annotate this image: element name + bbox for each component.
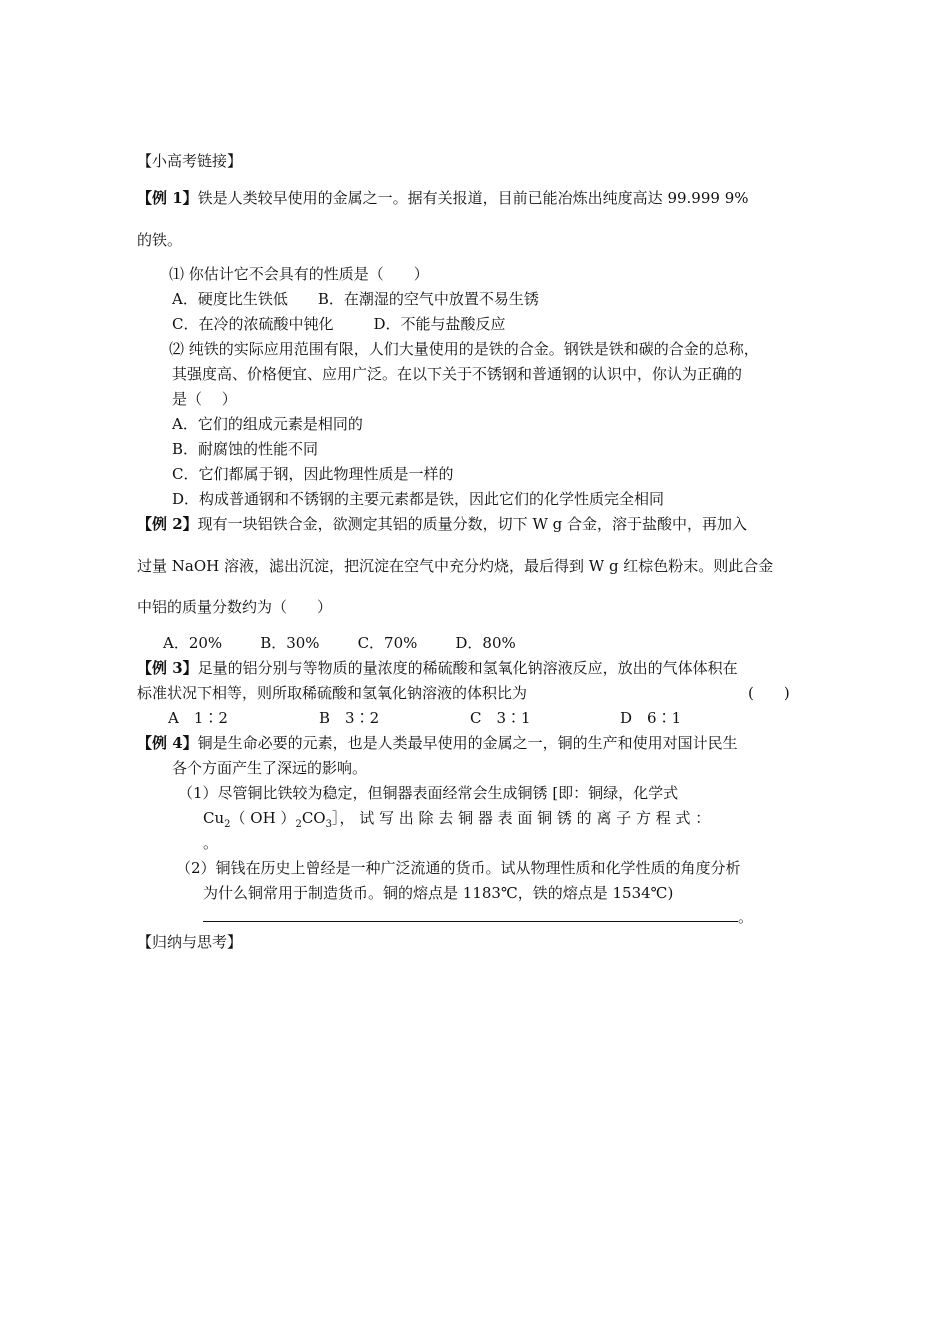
ex2-option-b: B．30% <box>260 634 320 652</box>
ex4-part1-end: 。 <box>203 834 219 852</box>
ex3-line1 <box>137 658 738 678</box>
ex1-q1-option-a: A．硬度比生铁低 <box>172 290 288 308</box>
ex4-line1 <box>137 733 738 753</box>
ex1-q1-options-ab <box>172 289 539 309</box>
ex4-line2: 各个方面产生了深远的影响。 <box>172 759 368 777</box>
ex1-q1-option-b: B．在潮湿的空气中放置不易生锈 <box>317 290 539 308</box>
ex4-formula-oh-sub: 2 <box>295 819 302 830</box>
ex3-option-c: C 3∶1 <box>470 709 531 727</box>
ex4-part2-answer-line <box>203 907 753 927</box>
ex4-part2-line1: （2）铜钱在历史上曾经是一种广泛流通的货币。试从物理性质和化学性质的角度分析 <box>176 859 741 877</box>
ex3-option-b: B 3∶2 <box>319 709 380 727</box>
ex2-option-a: A．20% <box>163 634 223 652</box>
ex1-q1-option-d: D．不能与盐酸反应 <box>373 315 506 333</box>
ex1-q2-option-a: A．它们的组成元素是相同的 <box>172 415 363 433</box>
ex1-q2-line1: ⑵ 纯铁的实际应用范围有限，人们大量使用的是铁的合金。钢铁是铁和碳的合金的总称， <box>169 340 759 358</box>
ex1-q2-option-d: D．构成普通钢和不锈钢的主要元素都是铁，因此它们的化学性质完全相同 <box>172 490 665 508</box>
ex2-line2: 过量 NaOH 溶液，滤出沉淀，把沉淀在空气中充分灼烧，最后得到 W g 红棕色粉末。则此合金 <box>137 557 774 575</box>
ex4-formula-co3: CO <box>301 809 326 827</box>
ex2-option-c: C．70% <box>357 634 418 652</box>
ex4-part2-line2: 为什么铜常用于制造货币。铜的熔点是 1183℃，铁的熔点是 1534℃) <box>203 884 674 902</box>
ex2-line3: 中铝的质量分数约为（ ） <box>137 598 333 616</box>
summary-heading: 【归纳与思考】 <box>137 933 243 951</box>
ex4-part2-end: 。 <box>738 908 754 926</box>
ex1-stem-text1: 铁是人类较早使用的金属之一。据有关报道，目前已能冶炼出纯度高达 99.999 9% <box>197 189 749 207</box>
ex1-q2-option-c: C．它们都属于钢，因此物理性质是一样的 <box>172 465 454 483</box>
ex4-answer-blank[interactable] <box>203 907 738 922</box>
ex4-formula-cu: Cu <box>203 809 225 827</box>
ex1-tag: 【例 1】 <box>137 189 198 207</box>
ex1-q2-line3: 是（ ） <box>172 390 237 408</box>
ex1-q1-options-cd <box>172 314 506 334</box>
ex3-line2: 标准状况下相等，则所取稀硫酸和氢氧化钠溶液的体积比为 <box>137 684 528 702</box>
ex4-formula-oh: （ OH ） <box>230 809 296 827</box>
ex4-part1-line1: （1）尽管铜比铁较为稳定，但铜器表面经常会生成铜锈 [即：铜绿，化学式 <box>178 784 679 802</box>
ex1-q1: ⑴ 你估计它不会具有的性质是（ ） <box>169 265 429 283</box>
ex1-q2-line2: 其强度高、价格便宜、应用广泛。在以下关于不锈钢和普通钢的认识中，你认为正确的 <box>172 365 743 383</box>
section-link-heading: 【小高考链接】 <box>137 152 243 170</box>
ex3-text1: 足量的铝分别与等物质的量浓度的稀硫酸和氢氧化钠溶液反应，放出的气体体积在 <box>197 659 738 677</box>
ex3-tag: 【例 3】 <box>137 659 198 677</box>
ex1-q2-option-b: B．耐腐蚀的性能不同 <box>172 440 319 458</box>
ex4-text1: 铜是生命必要的元素，也是人类最早使用的金属之一，铜的生产和使用对国计民生 <box>197 734 738 752</box>
ex2-options <box>163 633 516 653</box>
ex3-option-a: A 1∶2 <box>168 709 228 727</box>
ex3-option-d: D 6∶1 <box>620 709 682 727</box>
ex4-part1-rest: ］， 试 写 出 除 去 铜 器 表 面 铜 锈 的 离 子 方 程 式 ： <box>331 809 711 827</box>
ex2-tag: 【例 2】 <box>137 515 198 533</box>
ex2-line1 <box>137 514 747 534</box>
ex1-stem-line2: 的铁。 <box>137 231 183 249</box>
ex2-option-d: D．80% <box>455 634 516 652</box>
ex4-formula-co3-sub: 3 <box>325 819 332 830</box>
ex1-q1-option-c: C．在冷的浓硫酸中钝化 <box>172 315 334 333</box>
ex2-text1: 现有一块铝铁合金，欲测定其铝的质量分数，切下 W g 合金，溶于盐酸中，再加入 <box>197 515 747 533</box>
ex1-stem-line1 <box>137 188 749 208</box>
ex4-formula-cu-sub: 2 <box>224 819 231 830</box>
ex4-part1-formula-line <box>203 808 710 835</box>
ex4-tag: 【例 4】 <box>137 734 198 752</box>
ex3-answer-bracket: ( ) <box>748 684 790 702</box>
